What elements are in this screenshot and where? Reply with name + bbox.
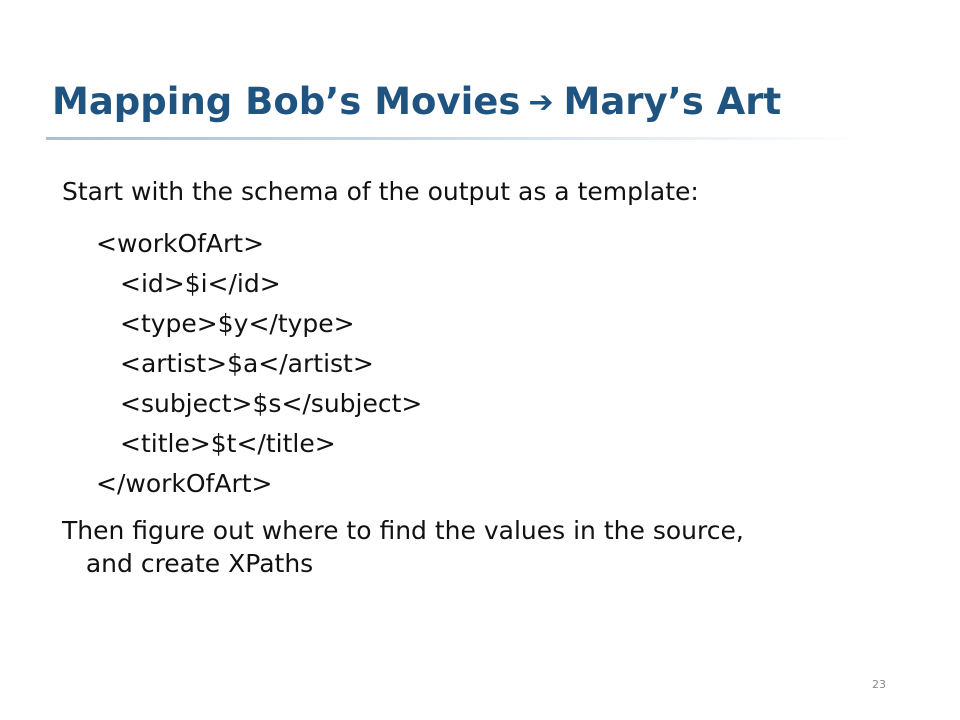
page-number: 23 [872, 678, 886, 691]
code-line-type: <type>$y</type> [120, 309, 355, 338]
slide-title [52, 78, 781, 127]
title-divider [46, 137, 866, 140]
code-line-close-workofart: </workOfArt> [96, 469, 273, 498]
outro-text [62, 514, 922, 580]
title-right: Mary’s Art [563, 80, 782, 123]
code-line-id: <id>$i</id> [120, 269, 281, 298]
intro-text: Start with the schema of the output as a template: [62, 177, 699, 206]
template-code-block [62, 224, 922, 504]
code-line-title: <title>$t</title> [120, 429, 336, 458]
code-line-open-workofart: <workOfArt> [96, 229, 265, 258]
code-line-subject: <subject>$s</subject> [120, 389, 423, 418]
arrow-icon: ➔ [528, 85, 554, 120]
outro-line-1: Then figure out where to find the values in the source, [62, 516, 744, 545]
code-line-artist: <artist>$a</artist> [120, 349, 374, 378]
outro-line-2: and create XPaths [62, 549, 314, 578]
slide-body [62, 172, 922, 580]
title-left: Mapping Bob’s Movies [52, 80, 521, 123]
